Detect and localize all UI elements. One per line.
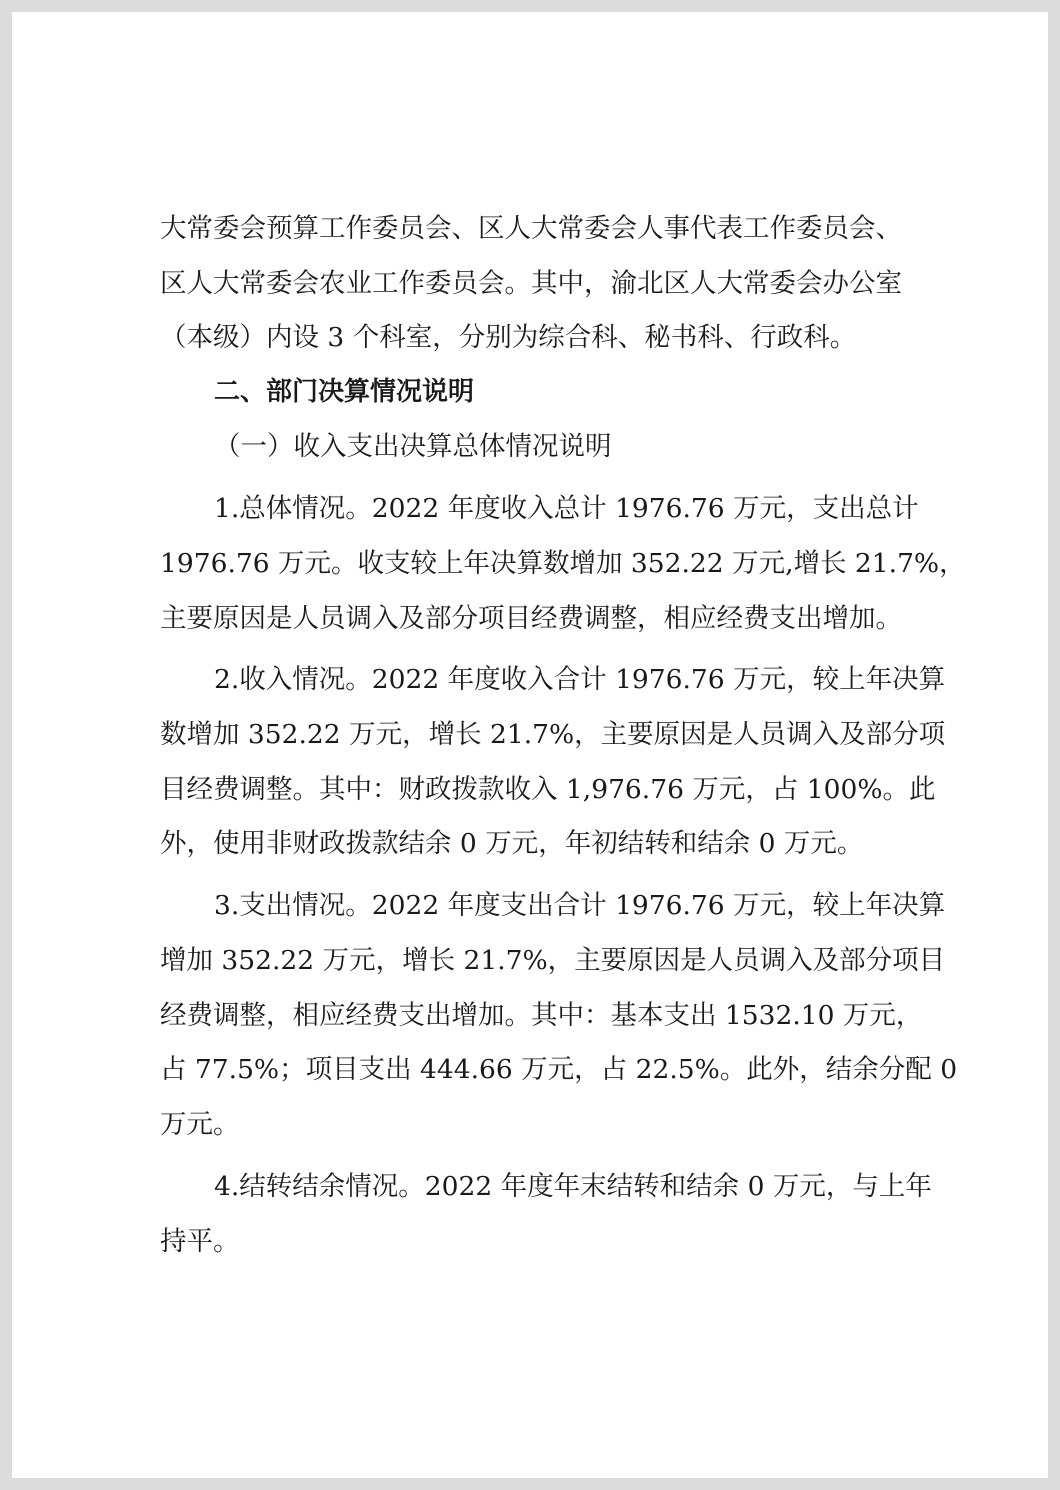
section-heading: 二、部门决算情况说明	[214, 377, 475, 407]
paragraph-line: 持平。	[160, 1226, 240, 1257]
paragraph-line: 目经费调整。其中：财政拨款收入 1,976.76 万元，占 100%。此	[160, 774, 936, 805]
paragraph-line: 1976.76 万元。收支较上年决算数增加 352.22 万元,增长 21.7%，	[160, 548, 966, 579]
paragraph-line: 外，使用非财政拨款结余 0 万元，年初结转和结余 0 万元。	[160, 828, 864, 859]
paragraph-line: 区人大常委会农业工作委员会。其中，渝北区人大常委会办公室	[160, 268, 902, 299]
paragraph-line: 1.总体情况。2022 年度收入总计 1976.76 万元，支出总计	[214, 493, 919, 524]
paragraph-line: 占 77.5%；项目支出 444.66 万元，占 22.5%。此外，结余分配 0	[160, 1054, 958, 1085]
document-page	[12, 12, 1048, 1478]
paragraph-line: 数增加 352.22 万元，增长 21.7%，主要原因是人员调入及部分项	[160, 719, 946, 750]
paragraph-line: 万元。	[160, 1109, 240, 1140]
paragraph-line: 经费调整，相应经费支出增加。其中：基本支出 1532.10 万元，	[160, 1000, 923, 1031]
paragraph-line: 增加 352.22 万元，增长 21.7%，主要原因是人员调入及部分项目	[160, 945, 946, 976]
paragraph-line: 大常委会预算工作委员会、区人大常委会人事代表工作委员会、	[160, 213, 902, 244]
subsection-heading: （一）收入支出决算总体情况说明	[214, 431, 612, 462]
paragraph-line: 2.收入情况。2022 年度收入合计 1976.76 万元，较上年决算	[214, 664, 946, 695]
paragraph-line: （本级）内设 3 个科室，分别为综合科、秘书科、行政科。	[160, 322, 857, 353]
paragraph-line: 3.支出情况。2022 年度支出合计 1976.76 万元，较上年决算	[214, 890, 946, 921]
paragraph-line: 4.结转结余情况。2022 年度年末结转和结余 0 万元，与上年	[214, 1171, 932, 1202]
paragraph-line: 主要原因是人员调入及部分项目经费调整，相应经费支出增加。	[160, 603, 902, 634]
